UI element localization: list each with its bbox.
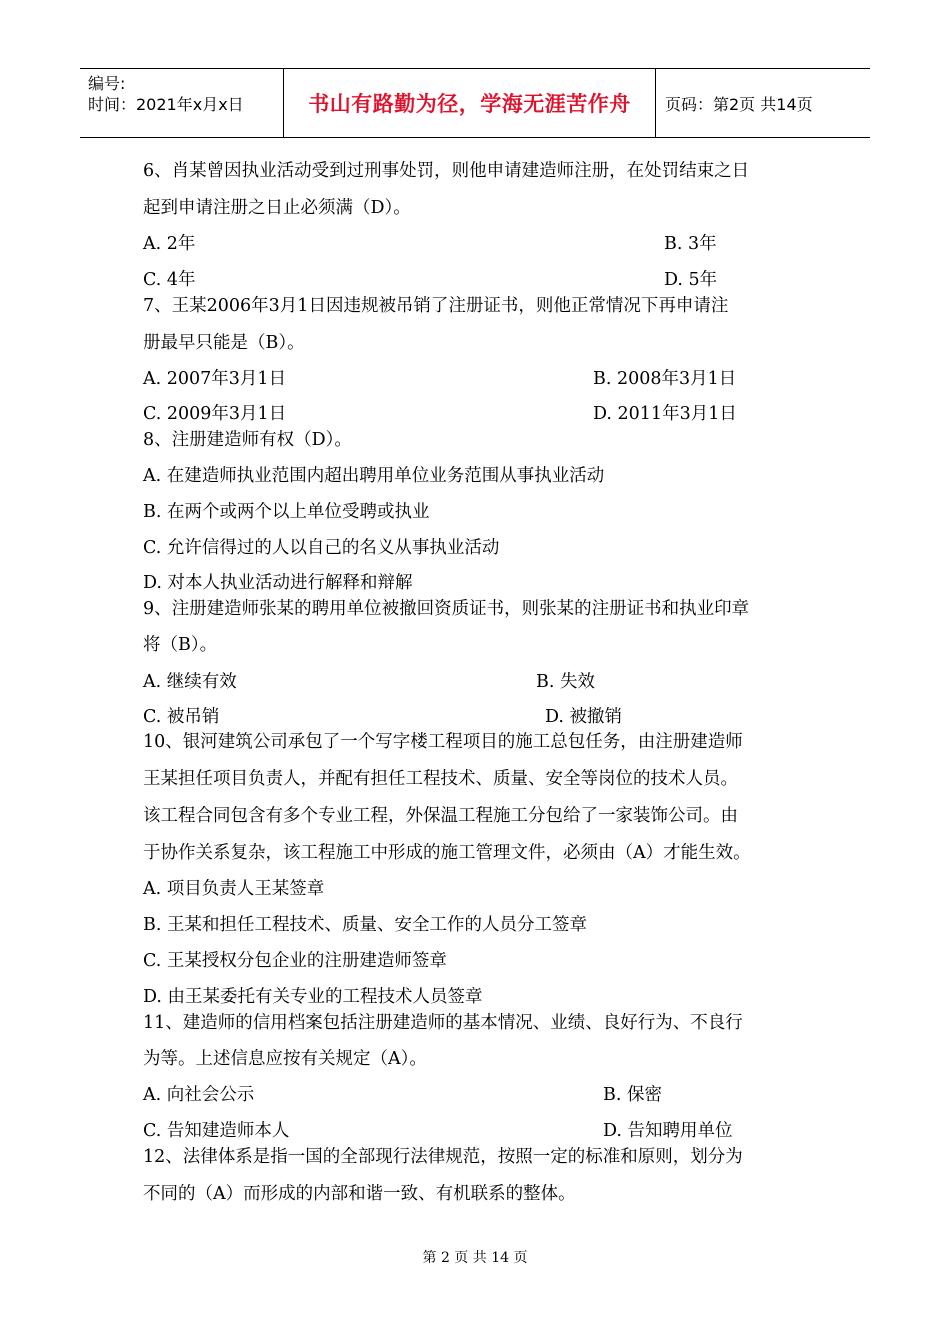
- question-6-option-c: C. 4年: [143, 270, 196, 290]
- question-12-line-2: 不同的（A）而形成的内部和谐一致、有机联系的整体。: [143, 1184, 576, 1204]
- question-9-option-d: D. 被撤销: [545, 707, 623, 727]
- question-9-option-a: A. 继续有效: [143, 672, 237, 692]
- question-7-option-d: D. 2011年3月1日: [593, 404, 737, 424]
- question-10-line-4: 于协作关系复杂，该工程施工中形成的施工管理文件，必须由（A）才能生效。: [143, 843, 751, 863]
- page-footer: 第 2 页 共 14 页: [422, 1250, 528, 1266]
- question-12-line-1: 12、法律体系是指一国的全部现行法律规范，按照一定的标准和原则，划分为: [143, 1147, 743, 1167]
- time-label: 时间：2021年x月x日: [88, 95, 244, 114]
- question-7-option-c: C. 2009年3月1日: [143, 404, 287, 424]
- question-9-line-2: 将（B）。: [143, 635, 218, 655]
- header-motto: 书山有路勤为径，学海无涯苦作舟: [283, 69, 656, 137]
- header-meta: [80, 69, 283, 137]
- question-11-line-2: 为等。上述信息应按有关规定（A）。: [143, 1049, 427, 1069]
- question-10-line-1: 10、银河建筑公司承包了一个写字楼工程项目的施工总包任务，由注册建造师: [143, 732, 743, 752]
- question-8-option-c: C. 允许信得过的人以自己的名义从事执业活动: [143, 538, 500, 558]
- question-8-option-a: A. 在建造师执业范围内超出聘用单位业务范围从事执业活动: [143, 466, 605, 486]
- question-7-option-b: B. 2008年3月1日: [593, 369, 737, 389]
- question-10-line-3: 该工程合同包含有多个专业工程，外保温工程施工分包给了一家装饰公司。由: [143, 806, 738, 826]
- question-6-line-1: 6、肖某曾因执业活动受到过刑事处罚，则他申请建造师注册，在处罚结束之日: [143, 161, 750, 181]
- question-10-option-b: B. 王某和担任工程技术、质量、安全工作的人员分工签章: [143, 915, 587, 935]
- question-8-option-d: D. 对本人执业活动进行解释和辩解: [143, 573, 413, 593]
- header-page-label: 页码：第2页 共14页: [665, 94, 813, 114]
- question-6-option-d: D. 5年: [664, 270, 718, 290]
- question-7-line-1: 7、王某2006年3月1日因违规被吊销了注册证书，则他正常情况下再申请注: [143, 296, 729, 316]
- question-7-option-a: A. 2007年3月1日: [143, 369, 287, 389]
- question-11-option-c: C. 告知建造师本人: [143, 1121, 290, 1141]
- code-label: 编号:: [88, 74, 126, 93]
- question-10-option-c: C. 王某授权分包企业的注册建造师签章: [143, 951, 447, 971]
- question-8-option-b: B. 在两个或两个以上单位受聘或执业: [143, 502, 430, 522]
- page-header: [80, 68, 870, 138]
- question-11-option-a: A. 向社会公示: [143, 1085, 255, 1105]
- question-7-line-2: 册最早只能是（B）。: [143, 333, 305, 353]
- question-10-option-a: A. 项目负责人王某签章: [143, 879, 325, 899]
- question-11-option-b: B. 保密: [603, 1085, 662, 1105]
- question-10-line-2: 王某担任项目负责人，并配有担任工程技术、质量、安全等岗位的技术人员。: [143, 769, 738, 789]
- question-11-option-d: D. 告知聘用单位: [603, 1121, 733, 1141]
- question-9-option-c: C. 被吊销: [143, 707, 220, 727]
- question-8-line-1: 8、注册建造师有权（D）。: [143, 430, 352, 450]
- question-9-line-1: 9、注册建造师张某的聘用单位被撤回资质证书，则张某的注册证书和执业印章: [143, 599, 750, 619]
- question-11-line-1: 11、建造师的信用档案包括注册建造师的基本情况、业绩、良好行为、不良行: [143, 1013, 743, 1033]
- question-10-option-d: D. 由王某委托有关专业的工程技术人员签章: [143, 987, 483, 1007]
- question-6-option-a: A. 2年: [143, 234, 196, 254]
- question-6-option-b: B. 3年: [664, 234, 717, 254]
- question-9-option-b: B. 失效: [536, 672, 595, 692]
- question-6-line-2: 起到申请注册之日止必须满（D）。: [143, 198, 411, 218]
